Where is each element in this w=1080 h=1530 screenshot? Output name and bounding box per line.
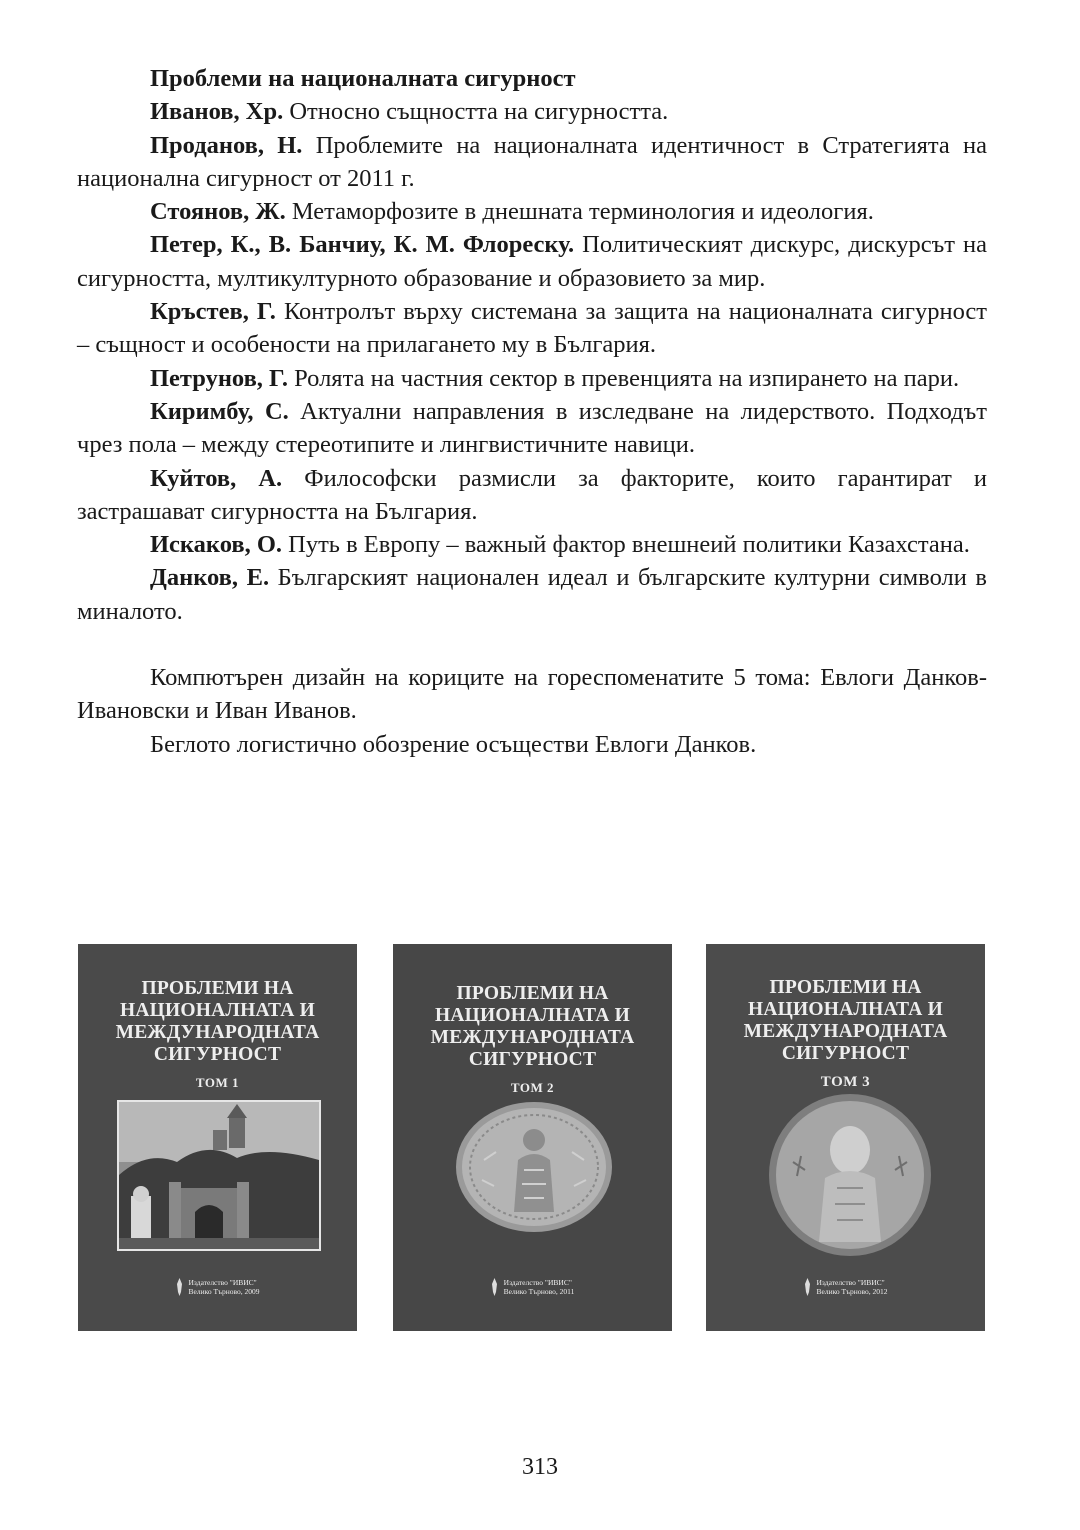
- entry-author: Данков, Е.: [150, 564, 270, 592]
- entry-author: Кръстев, Г.: [150, 298, 276, 326]
- bibliography-entry: [77, 129, 987, 196]
- bibliography-entry: [77, 528, 987, 561]
- spacer: [77, 628, 987, 661]
- cover-title: ПРОБЛЕМИ НА НАЦИОНАЛНАТА И МЕЖДУНАРОДНАТА СИГУРНОСТ: [430, 983, 635, 1070]
- bibliography-entry: [77, 295, 987, 362]
- bibliography-entry: [77, 395, 987, 462]
- cover-title: ПРОБЛЕМИ НА НАЦИОНАЛНАТА И МЕЖДУНАРОДНАТА СИГУРНОСТ: [743, 977, 948, 1064]
- pen-nib-icon: [804, 1278, 811, 1296]
- pen-nib-icon: [176, 1278, 183, 1296]
- page-number: 313: [522, 1454, 558, 1480]
- bibliography-entry: [77, 228, 987, 295]
- book-cover-volume-1: [78, 944, 357, 1331]
- entry-title: Актуални направления в изследване на лидерството. Подходът чрез пола – между стереотипите и лингвистичните навици.: [77, 397, 988, 459]
- entry-title: Относно същността на сигурността.: [283, 98, 669, 126]
- pen-nib-icon: [491, 1278, 498, 1296]
- bibliography-entry: [77, 95, 987, 128]
- entry-title: Ролята на частния сектор в превенцията на изпирането на пари.: [288, 364, 960, 392]
- cover-volume-label: ТОМ 1: [195, 1075, 240, 1090]
- publisher-city-year: Велико Търново, 2012: [816, 1287, 888, 1296]
- review-note: Беглото логистично обозрение осъществи Евлоги Данков.: [150, 730, 757, 758]
- publisher-block: [78, 1278, 357, 1296]
- publisher-city-year: Велико Търново, 2009: [188, 1287, 260, 1296]
- publisher-block: [706, 1278, 985, 1296]
- seal-relief-image: [767, 1092, 933, 1258]
- bibliography-entry: [77, 561, 987, 628]
- bibliography-entry: [77, 362, 987, 395]
- publisher-city-year: Велико Търново, 2011: [503, 1287, 575, 1296]
- publisher-name: Издателство "ИВИС": [188, 1278, 257, 1287]
- bibliography-entry: [77, 195, 987, 228]
- cover-volume-label: ТОМ 3: [820, 1074, 871, 1090]
- entry-author: Искаков, О.: [150, 531, 283, 559]
- entry-title: Контролът върху системана за защита на националната сигурност – същност и особености на прилагането му в България.: [77, 298, 988, 359]
- entry-title: Метаморфозите в днешната терминология и идеология.: [285, 198, 874, 226]
- entry-author: Петер, К., В. Банчиу, К. М. Флореску.: [150, 231, 575, 259]
- entry-title: Политическият дискурс, дискурсът на сигурността, мултикултурното образование и образовието за мир.: [77, 231, 987, 292]
- entry-title: Българският национален идеал и българските културни символи в миналото.: [77, 564, 987, 625]
- entry-author: Куйтов, А.: [150, 464, 283, 492]
- cover-title: ПРОБЛЕМИ НА НАЦИОНАЛНАТА И МЕЖДУНАРОДНАТА СИГУРНОСТ: [115, 978, 320, 1065]
- entry-author: Киримбу, С.: [150, 397, 289, 425]
- entry-author: Проданов, Н.: [150, 131, 303, 159]
- bibliography-entry: [77, 462, 987, 529]
- cover-volume-label: ТОМ 2: [510, 1080, 555, 1095]
- text-body: [77, 62, 987, 761]
- entry-title: Проблемите на националната идентичност в Стратегията на национална сигурност от 2011 г.: [77, 131, 987, 192]
- fortress-photo-image: [117, 1100, 321, 1251]
- book-cover-volume-2: [393, 944, 672, 1331]
- entry-author: Стоянов, Ж.: [150, 198, 286, 226]
- publisher-name: Издателство "ИВИС": [816, 1278, 885, 1287]
- entry-title: Философски размисли за факторите, които гарантират и застрашават сигурността на България.: [77, 464, 988, 525]
- book-cover-volume-3: [706, 944, 985, 1331]
- publisher-block: [393, 1278, 672, 1296]
- entry-author: Иванов, Хр.: [150, 98, 284, 126]
- publisher-name: Издателство "ИВИС": [503, 1278, 572, 1287]
- entry-title: Путь в Европу – важный фактор внешнеий политики Казахстана.: [282, 531, 970, 559]
- coin-relief-image: [454, 1100, 614, 1234]
- design-note: Компютърен дизайн на кориците на гореспоменатите 5 тома: Евлоги Данков-Ивановски и Иван Иванов.: [77, 664, 987, 725]
- section-heading: Проблеми на националната сигурност: [150, 65, 576, 92]
- entry-author: Петрунов, Г.: [150, 364, 289, 392]
